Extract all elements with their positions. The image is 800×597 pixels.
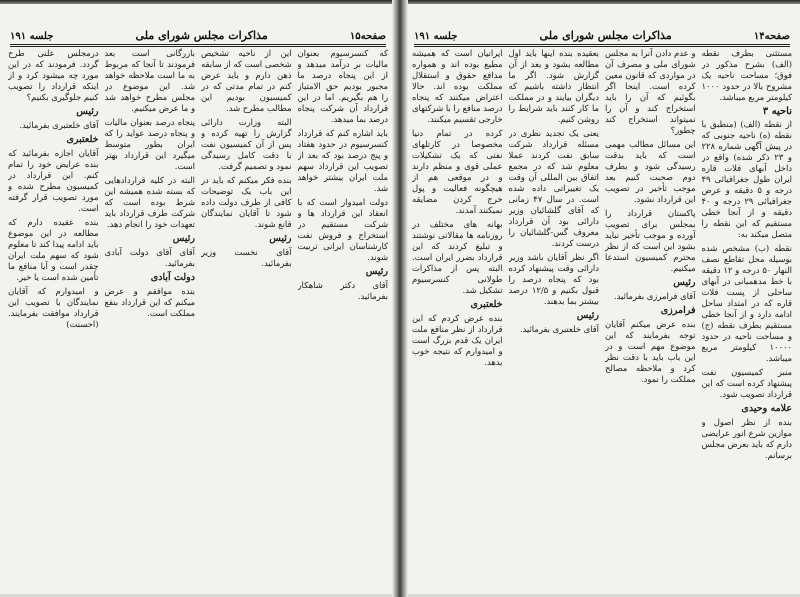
text-column [702,48,793,588]
paragraph: اگر نظر آقایان باشد وزیر دارائی وقت پیشنهاد کرده بود که پنجاه درصد را قبول بکنیم و ۱۲/۵ درصد بیشتر بما بدهند. [508,252,599,306]
speaker-name: علامه وحیدی [741,403,792,414]
speaker-name: فرامرزی [660,305,696,316]
page-header [10,24,386,47]
page-title: مذاکرات مجلس شورای ملی [135,29,268,42]
section-heading: ناحیه ۳ [762,106,792,117]
paragraph: و عدم دادن آنرا به مجلس شورای ملی و مصرف آن در مواردی که قانون معین کرده است. اینجا اگر بگوئیم که آن را باید استخراج کند و آن را نمیتواند استخراج کند چطور؟ [605,48,696,135]
paragraph: البته در کلیه قراردادهایی که بسته شده همیشه این شرط بوده است که شرکت طرف قرارداد باید تعهدات خود را انجام دهد. [104,175,195,229]
page-header [414,24,790,47]
paragraph: که کنسرسیوم بعنوان مالیات بر درآمد میدهد و از این پنجاه درصد ما مجبور بودیم حق الامتیاز را هم بگیریم. اما در این قرارداد آن شرکت پنجاه درصد بما میدهد. [297,48,388,124]
paragraph: بنده موافقم و عرض میکنم که این قرارداد بنفع مملکت است. [104,286,195,318]
text-column [412,48,503,588]
speaker-name: رئیس [576,310,599,321]
paragraph: آقای آقای دولت آبادی بفرمائید. [104,247,195,268]
paragraph: بعقیده بنده اینها باید اول مطالعه بشود و بعد از آن گزارش شود. اگر ما انتظار داشته باشیم که دیگران بیایند و در مملکت ما کار کنند باید شرایط را روشن کنیم. [508,48,599,124]
paragraph: منبر کمیسیون نفت پیشنهاد کرده است که این قرارداد تصویب شود. [701,367,792,399]
paragraph: مستثنی بطرف نقطه (الف) بشرح مذکور در فوق؛ مساحت ناحیه یک مشروح بالا در حدود ۱۰۰۰ کیلومتر مربع میباشد. [701,48,792,102]
speaker-name: رئیس [172,233,195,244]
page-number: صفحه۱۵ [349,31,386,42]
speaker-name: رئیس [76,106,99,117]
right-page [404,4,800,594]
paragraph: آقای دکتر شاهکار بفرمائید. [297,280,388,301]
speaker-name: رئیس [673,277,696,288]
paragraph: بهانه های مختلف در روزنامه ها مقالاتی نوشتند و تبلیغ کردند که این قرارداد بضرر ایران است. البته پس از مذاکرات طولانی کنسرسیوم تشکیل شد. [412,219,503,295]
left-page [0,4,396,594]
text-column [298,48,389,588]
paragraph: بازرگانی است بعد فرمودند تا آنجا که مربوط به ما است ملاحظه خواهد شد. این موضوع در مجلس مطرح خواهد شد و ما عرض میکنیم. [104,48,195,113]
paragraph: و امیدوارم که آقایان نمایندگان با تصویب این قرارداد موافقت بفرمایند. (احسنت) [8,286,99,329]
paragraph: بنده عقیده دارم که مطالعه در این موضوع باید ادامه پیدا کند تا معلوم شود که سهم ملت ایران چقدر است و آیا منافع ما تأمین شده است یا خیر. [8,217,99,282]
paragraph: آقای فرامرزی بفرمائید. [613,291,696,301]
session-number: جلسه ۱۹۱ [414,31,458,42]
paragraph: این از ناحیه تشخیص شخصی است که از سابقه ذهن دارم و باید عرض کنم در تمام مدتی که در کمیسیون بودیم این مطالب مطرح شد. [201,48,292,113]
speaker-name: خلعتبری [66,134,99,145]
paragraph: بنده عرض کردم که این قرارداد از نظر منافع ملت ایران یک قدم بزرگ است و امیدوارم که نتیجه خوب بدهد. [412,313,503,367]
page-title: مذاکرات مجلس شورای ملی [539,29,672,42]
page-gutter [392,0,408,597]
paragraph: درمجلس علنی طرح گردد. فرمودند که در این مورد چه میشود کرد و از اینکه قرارداد را تصویب کنیم جلوگیری بکنیم؟ [8,48,99,102]
paragraph: بنده فکر میکنم که باید در این باب یک توضیحات کافی از طرف دولت داده شود تا آقایان نمایندگان قانع شوند. [201,175,292,229]
paragraph: آقای خلعتبری بفرمائید. [19,120,99,130]
paragraph: پنجاه درصد بعنوان مالیات و پنجاه درصد عواید را که ایران بطور متوسط میگیرد این قرارداد بهتر است. [104,117,195,171]
paragraph: البته وزارت دارائی گزارش را تهیه کرده و پس از آن کمیسیون نفت با دقت کامل رسیدگی نمود و تصمیم گرفت. [201,117,292,171]
paragraph: پاکستان قرارداد را بمجلس برای تصویب آورده و موجب تأخیر نباید بشود این است که از نظر محترم کمیسیون استدعا میکنیم. [605,208,696,273]
text-column [509,48,600,588]
speaker-name: دولت آبادی [150,272,195,283]
paragraph: نقطه (ب) مشخص شده بوسیله محل تقاطع نصف النهار ۵۰ درجه و ۱۲ دقیقه با خط مدهمیانی در آبهای ساحلی از پست فلات قاره که در امتداد ساحل ادامه دارد و از آنجا خطی مستقیم بطرف نقطه (ج) و مساحت ناحیه در حدود ۱۰۰۰۰ کیلومتر مربع میباشد. [701,243,792,363]
paragraph: باید اشاره کنم که قرارداد کنسرسیوم در حدود هفتاد و پنج درصد بود که بعد از تصویب این قرارداد سهم ملت ایران بیشتر خواهد شد. [297,128,388,193]
paragraph: آقایان اجازه بفرمائید که بنده عرایض خود را تمام کنم. این قرارداد در کمیسیون مطرح شده و مورد تصویب قرار گرفته است. [8,148,99,213]
paragraph: آقای نخست وزیر بفرمائید. [201,247,292,268]
page-number: صفحه۱۴ [753,31,790,42]
speaker-name: رئیس [269,233,292,244]
paragraph: یعنی یک تجدید نظری در مسئله قرارداد شرکت سابق نفت کردند عملا معلوم شد که در مجمع اتفاق بین المللی آن وقت یک تغییراتی داده شده است. در سال ۴۷ زمانی که آقای گلشائیان وزیر دارائی بود آن قرارداد معروف گس-گلشائیان را درست کردند. [508,128,599,248]
text-columns [412,48,792,588]
text-columns [8,48,388,588]
text-column [105,48,196,588]
speaker-name: رئیس [365,266,388,277]
text-column [605,48,696,588]
paragraph: کرده در تمام دنیا مخصوصا در کارتلهای نفتی که یک تشکیلات عملی قوی و منظم دارند و در موقعی هم از هیچگونه فعالیت و پول خرج کردن مضایقه نمیکنند آمدند. [412,128,503,215]
text-column [201,48,292,588]
paragraph: ایرانیان است که همیشه مطیع بوده اند و همواره مدافع حقوق و استقلال مملکت بوده اند. حالا اعتراض میکنند که پنجاه درصد منافع را با شرکتهای خارجی تقسیم میکنند. [412,48,503,124]
paragraph: بنده عرض میکنم آقایان توجه بفرمایند که این موضوع مهم است و در این باب باید با دقت نظر کرد و ملاحظه مصالح مملکت را نمود. [605,319,696,384]
session-number: جلسه ۱۹۱ [10,31,54,42]
paragraph: این مسائل مطالب مهمی است که باید بدقت رسیدگی شود و بطرف دوم صحبت کنیم بعد موجب تأخیر در تصویب این قرارداد نشود. [605,139,696,204]
speaker-name: خلعتبری [470,299,503,310]
paragraph: بنده از نظر اصول و موازین شرع انور عرایضی دارم که باید بعرض مجلس برسانم. [701,417,792,460]
paragraph: از نقطه (الف) (منطبق با نقطه (ه) ناحیه جنوبی که در پیش آگهی شماره ۲۲۸ و ۲۳ ذکر شده) واقع در داخل آبهای فلات قاره ایران طول جغرافیائی ۴۹ درجه و ۵ دقیقه و عرض جغرافیائی ۲۹ درجه و ۴۰ دقیقه و از آنجا خطی مستقیم که این نقطه را متصل میکند به: [701,119,792,239]
paragraph: آقای خلعتبری بفرمائید. [519,324,599,334]
text-column [8,48,99,588]
paragraph: دولت امیدوار است که با انعقاد این قرارداد ها و شرکت مستقیم در استخراج و فروش نفت کارشناسان ایرانی تربیت شوند. [297,197,388,262]
